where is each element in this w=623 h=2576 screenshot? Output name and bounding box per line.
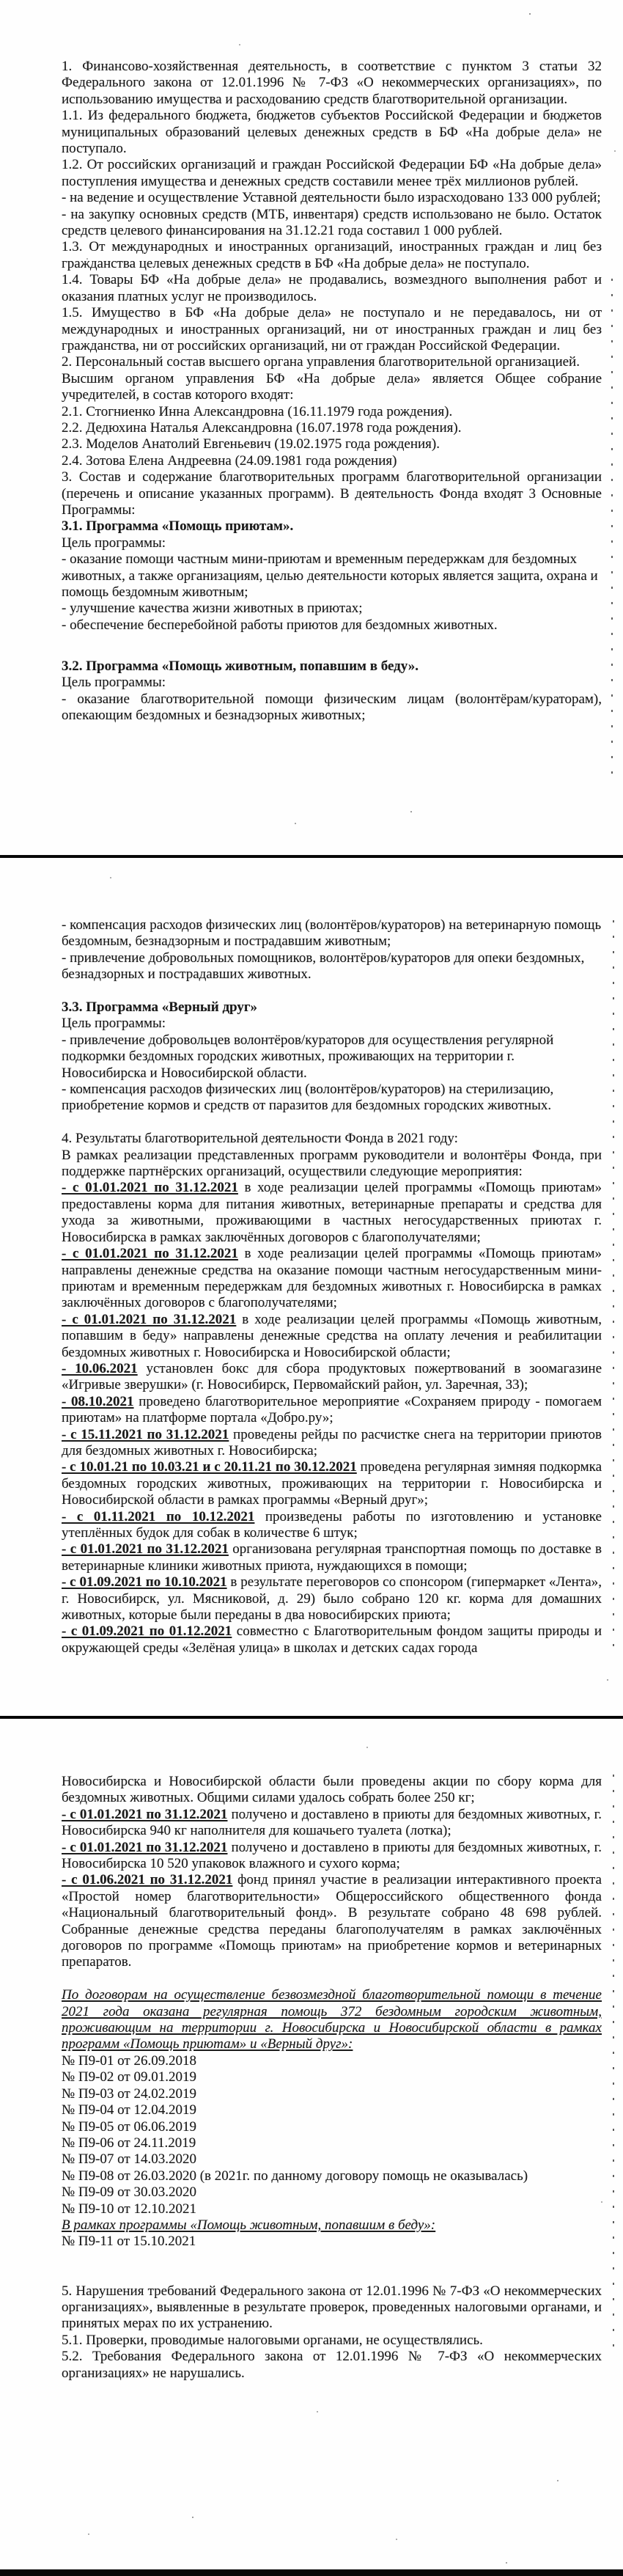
text-run: - компенсация расходов физических лиц (волонтёров/кураторов) на стерилизацию, приобретение кормов и средств от паразитов для бездомных городских животных. — [62, 1082, 554, 1114]
paragraph — [62, 1574, 602, 1623]
paragraph — [62, 1131, 602, 1147]
paragraph — [62, 157, 602, 190]
text-run: Цель программы: — [62, 535, 166, 551]
text-run: № П9-10 от 12.10.2021 — [62, 2201, 196, 2217]
text-run: № П9-01 от 26.09.2018 — [62, 2052, 196, 2069]
text-run: - с 01.09.2021 по 01.12.2021 — [62, 1623, 232, 1640]
scan-bottom-edge — [0, 2569, 623, 2576]
paragraph — [62, 535, 602, 551]
paragraph — [62, 354, 602, 370]
paragraph — [62, 2217, 602, 2234]
text-run: - с 01.11.2021 по 10.12.2021 — [62, 1508, 255, 1524]
paragraph — [62, 1541, 602, 1574]
text-run: 3.2. Программа «Помощь животным, попавшим в беду». — [62, 658, 419, 674]
text-run: - оказание благотворительной помощи физическим лицам (волонтёрам/кураторам), опекающим бездомных и безнадзорных животных; — [62, 691, 602, 724]
paragraph — [62, 1394, 602, 1427]
paragraph — [62, 207, 602, 240]
paragraph — [62, 2283, 602, 2333]
paragraph — [62, 305, 602, 354]
text-run: Цель программы: — [62, 1016, 166, 1032]
text-run: - 10.06.2021 — [62, 1360, 138, 1376]
paragraph — [62, 436, 602, 452]
paragraph — [62, 371, 602, 404]
text-run: - на закупку основных средств (МТБ, инвентаря) средств использовано не было. Остаток средств целевого финансирования на 31.12.21 года составил 1 000 рублей. — [62, 206, 602, 239]
scan-edge-artifact — [613, 920, 614, 1654]
paragraph — [62, 453, 602, 469]
paragraph — [62, 601, 602, 617]
text-run: № П9-11 от 15.10.2021 — [62, 2234, 196, 2250]
text-run: 4. Результаты благотворительной деятельности Фонда в 2021 году: — [62, 1131, 458, 1147]
paragraph — [62, 617, 602, 634]
paragraph — [62, 1987, 602, 2053]
text-run: 1.3. От международных и иностранных организаций, иностранных граждан и лиц без гражданства целевых денежных средств в БФ «На добрые дела» не поступало. — [62, 239, 602, 271]
paragraph — [62, 239, 602, 272]
paragraph — [62, 1148, 602, 1181]
text-run: № П9-05 от 06.06.2019 — [62, 2118, 196, 2135]
text-run: 1. Финансово-хозяйственная деятельность, в соответствие с пунктом 3 статьи 32 Федерального закона от 12.01.1996 № 7-ФЗ «О некоммерческих организациях», по использованию имущества и расходованию средств благотворительной организации. — [62, 59, 602, 107]
paragraph — [62, 551, 602, 601]
text-run: 2. Персональный состав высшего органа управления благотворительной организацией. — [62, 354, 580, 370]
text-run: № П9-04 от 12.04.2019 — [62, 2102, 196, 2118]
text-run: - обеспечение бесперебойной работы приютов для бездомных животных. — [62, 617, 498, 633]
text-run: - компенсация расходов физических лиц (волонтёров/кураторов) на ветеринарную помощь бездомным, безнадзорным и пострадавшим животным; — [62, 917, 602, 950]
text-run: в результате переговоров со спонсором (гипермаркет «Лента», г. Новосибирск, ул. Мясниковой, д. 29) было собрано 120 кг. корма для домашних животных, которые были переданы в два новосибирских приюта; — [62, 1574, 602, 1623]
text-run: № П9-06 от 24.11.2019 — [62, 2135, 196, 2151]
text-run: проведены рейды по расчистке снега на территории приютов для бездомных животных г. Новосибирска; — [62, 1426, 602, 1458]
paragraph — [62, 1032, 602, 1082]
paragraph — [62, 2069, 602, 2085]
text-run: совместно с Благотворительным фондом защиты природы и окружающей среды «Зелёная улица» в школах и детских садах города — [62, 1623, 602, 1656]
paragraph — [62, 420, 602, 436]
paragraph — [62, 2201, 602, 2217]
paragraph — [62, 2234, 602, 2250]
paragraph — [62, 2151, 602, 2168]
text-run: По договорам на осуществление безвозмездной благотворительной помощи в течение 2021 года оказана регулярная помощь 372 бездомным городским животным, проживающим на территории г. Новосибирска и Новосибирской области в рамках программ «Помощь приютам» и «Верный друг»: — [62, 1987, 602, 2052]
text-run: в ходе реализации целей программы «Помощь приютам» направлены денежные средства на оказание помощи частным негосударственным мини-приютам и временным передержкам для бездомных животных г. Новосибирска в рамках заключённых договоров с благополучателями; — [62, 1246, 602, 1311]
paragraph — [62, 2349, 602, 2382]
text-run: в ходе реализации целей программы «Помощь приютам» предоставлены корма для питания животных, ветеринарные препараты и средства для ухода за животными, проживающими в частных негосударственных приютах г. Новосибирска в рамках заключённых договоров с благополучателями; — [62, 1180, 602, 1245]
text-run: в ходе реализации целей программы «Помощь животным, попавшим в беду» направлены денежные средства на оплату лечения и реабилитации бездомных животных г. Новосибирска и Новосибирской области; — [62, 1311, 602, 1360]
text-run: установлен бокс для сбора продуктовых пожертвований в зоомагазине «Игривые зверушки» (г. Новосибирск, Первомайский район, ул. Заречная, 33); — [62, 1360, 602, 1393]
text-run: - с 01.01.2021 по 31.12.2021 — [62, 1541, 229, 1557]
text-run: проведено благотворительное мероприятие «Сохраняем природу - помогаем приютам» на платформе портала «Добро.ру»; — [62, 1393, 602, 1426]
text-run: проведена регулярная зимняя подкормка бездомных городских животных, проживающих на территории г. Новосибирска и Новосибирской области в рамках программы «Верный друг»; — [62, 1459, 602, 1508]
text-run: 5. Нарушения требований Федерального закона от 12.01.1996 № 7-ФЗ «О некоммерческих организациях», выявленные в результате проверок, проведенных налоговыми органами, и принятых мерах по их устранению. — [62, 2283, 602, 2332]
paragraph — [62, 2135, 602, 2151]
text-run: - с 01.06.2021 по 31.12.2021 — [62, 1872, 233, 1888]
paragraph — [62, 1840, 602, 1873]
paragraph — [62, 2119, 602, 2135]
paragraph — [62, 2333, 602, 2349]
page-separator-1 — [0, 855, 623, 858]
paragraph — [62, 2102, 602, 2118]
text-run: - оказание помощи частным мини-приютам и временным передержкам для бездомных животных, а также организациям, целью деятельности которых является защита, охрана и помощь бездомным животным; — [62, 551, 598, 600]
page-separator-2 — [0, 1716, 623, 1719]
text-run: № П9-07 от 14.03.2020 — [62, 2151, 196, 2168]
paragraph — [62, 658, 602, 675]
text-run: 3.3. Программа «Верный друг» — [62, 999, 258, 1016]
paragraph — [62, 1459, 602, 1508]
paragraph — [62, 404, 602, 420]
text-run: - с 01.01.2021 по 31.12.2021 — [62, 1806, 228, 1822]
text-run: - на ведение и осуществление Уставной деятельности было израсходовано 133 000 рублей; — [62, 190, 601, 206]
text-run: 5.1. Проверки, проводимые налоговыми органами, не осуществлялись. — [62, 2332, 483, 2348]
text-run: - с 01.01.2021 по 31.12.2021 — [62, 1839, 228, 1855]
paragraph — [62, 2168, 602, 2184]
text-run: произведены работы по изготовлению и установке утеплённых будок для собак в количестве 6 штук; — [62, 1508, 602, 1541]
paragraph — [62, 1774, 602, 1807]
text-run: № П9-09 от 30.03.2020 — [62, 2184, 196, 2201]
paragraph — [62, 1082, 602, 1115]
paragraph — [62, 1180, 602, 1246]
text-run: - с 01.01.2021 по 31.12.2021 — [62, 1246, 238, 1262]
text-run: - с 10.01.21 по 10.03.21 и с 20.11.21 по 30.12.2021 — [62, 1459, 357, 1475]
text-run: 3. Состав и содержание благотворительных программ благотворительной организации (перечень и описание указанных программ). В деятельность Фонда входят 3 Основные Программы: — [62, 469, 602, 518]
text-run: Новосибирска и Новосибирской области были проведены акции по сбору корма для бездомных животных. Общими силами удалось собрать более 250 кг; — [62, 1774, 602, 1806]
paragraph — [62, 2053, 602, 2069]
text-run: фонд принял участие в реализации интерактивного проекта «Простой номер благотворительности» Общероссийского общественного фонда «Национальный благотворительный фонд». В результате собрано 48 698 рублей. Собранные денежные средства переданы благополучателям в рамках заключённых договоров по программе «Помощь приютам» на приобретение кормов и ветеринарных препаратов. — [62, 1872, 602, 1970]
page-2-content — [62, 917, 602, 1656]
paragraph — [62, 2184, 602, 2201]
paragraph — [62, 1427, 602, 1460]
paragraph — [62, 2086, 602, 2102]
paragraph — [62, 1312, 602, 1361]
paragraph — [62, 917, 602, 950]
text-run: 2.2. Дедюхина Наталья Александровна (16.07.1978 года рождения). — [62, 419, 462, 436]
paragraph — [62, 1623, 602, 1656]
text-run: получено и доставлено в приюты для бездомных животных, г. Новосибирска 940 кг наполнителя для кошачьего туалета (лотка); — [62, 1806, 602, 1839]
text-run: Цель программы: — [62, 675, 166, 691]
scan-noise — [0, 0, 1, 1]
page-3-content — [62, 1774, 602, 2382]
paragraph — [62, 675, 602, 691]
text-run: 3.1. Программа «Помощь приютам». — [62, 518, 294, 535]
text-run: 2.1. Стогниенко Инна Александровна (16.11.1979 года рождения). — [62, 403, 453, 419]
paragraph — [62, 1361, 602, 1394]
paragraph — [62, 1872, 602, 1970]
text-run: № П9-03 от 24.02.2019 — [62, 2085, 196, 2102]
text-run: 5.2. Требования Федерального закона от 12.01.1996 № 7-ФЗ «О некоммерческих организациях» не нарушались. — [62, 2349, 602, 2381]
paragraph — [62, 1807, 602, 1840]
paragraph — [62, 518, 602, 535]
text-run: Высшим органом управления БФ «На добрые дела» является Общее собрание учредителей, в состав которого входят: — [62, 370, 602, 403]
text-run: организована регулярная транспортная помощь по доставке в ветеринарные клиники животных приюта, нуждающихся в помощи; — [62, 1541, 602, 1574]
paragraph — [62, 108, 602, 157]
scan-edge-artifact — [613, 1775, 614, 2354]
paragraph — [62, 1509, 602, 1542]
text-run: 1.5. Имущество в БФ «На добрые дела» не поступало и не передавалось, ни от международных и иностранных организаций, ни от иностранных граждан и лиц без гражданства, ни от российских организаций, ни от граждан Российской Федерации. — [62, 305, 602, 353]
text-run: - с 01.01.2021 по 31.12.2021 — [62, 1180, 238, 1196]
text-run: 1.2. От российских организаций и граждан Российской Федерации БФ «На добрые дела» поступления имущества и денежных средств составили менее трёх миллионов рублей. — [62, 157, 602, 189]
text-run: - с 01.09.2021 по 10.10.2021 — [62, 1574, 227, 1590]
page-1-content — [62, 59, 602, 724]
paragraph — [62, 999, 602, 1016]
paragraph — [62, 469, 602, 518]
text-run: 1.1. Из федерального бюджета, бюджетов субъектов Российской Федерации и бюджетов муниципальных образований целевых денежных средств в БФ «На добрые дела» не поступало. — [62, 108, 602, 157]
text-run: № П9-08 от 26.03.2020 (в 2021г. по данному договору помощь не оказывалась) — [62, 2168, 528, 2184]
text-run: - улучшение качества жизни животных в приютах; — [62, 601, 363, 617]
text-run: № П9-02 от 09.01.2019 — [62, 2069, 196, 2085]
text-run: В рамках реализации представленных программ руководители и волонтёры Фонда, при поддержке партнёрских организаций, осуществили следующие мероприятия: — [62, 1147, 602, 1180]
scan-edge-artifact — [611, 279, 613, 785]
text-run: - 08.10.2021 — [62, 1393, 134, 1409]
text-run: - с 01.01.2021 по 31.12.2021 — [62, 1311, 237, 1327]
text-run: - привлечение добровольцев волонтёров/кураторов для осуществления регулярной подкормки бездомных городских животных, проживающих на территории г. Новосибирска и Новосибирской области. — [62, 1032, 554, 1081]
text-run: В рамках программы «Помощь животным, попавшим в беду»: — [62, 2217, 436, 2233]
text-run: получено и доставлено в приюты для бездомных животных, г. Новосибирска 10 520 упаковок влажного и сухого корма; — [62, 1839, 602, 1872]
text-run: 2.4. Зотова Елена Андреевна (24.09.1981 года рождения) — [62, 452, 397, 469]
paragraph — [62, 1016, 602, 1032]
paragraph — [62, 950, 602, 983]
paragraph — [62, 691, 602, 724]
paragraph — [62, 190, 602, 206]
text-run: 1.4. Товары БФ «На добрые дела» не продавались, возмездного выполнения работ и оказания платных услуг не производилось. — [62, 272, 602, 304]
paragraph — [62, 272, 602, 305]
text-run: - привлечение добровольных помощников, волонтёров/кураторов для опеки бездомных, безнадзорных и пострадавших животных. — [62, 950, 585, 983]
paragraph — [62, 1246, 602, 1312]
paragraph — [62, 59, 602, 108]
text-run: - с 15.11.2021 по 31.12.2021 — [62, 1426, 229, 1442]
text-run: 2.3. Моделов Анатолий Евгеньевич (19.02.1975 года рождения). — [62, 436, 440, 452]
